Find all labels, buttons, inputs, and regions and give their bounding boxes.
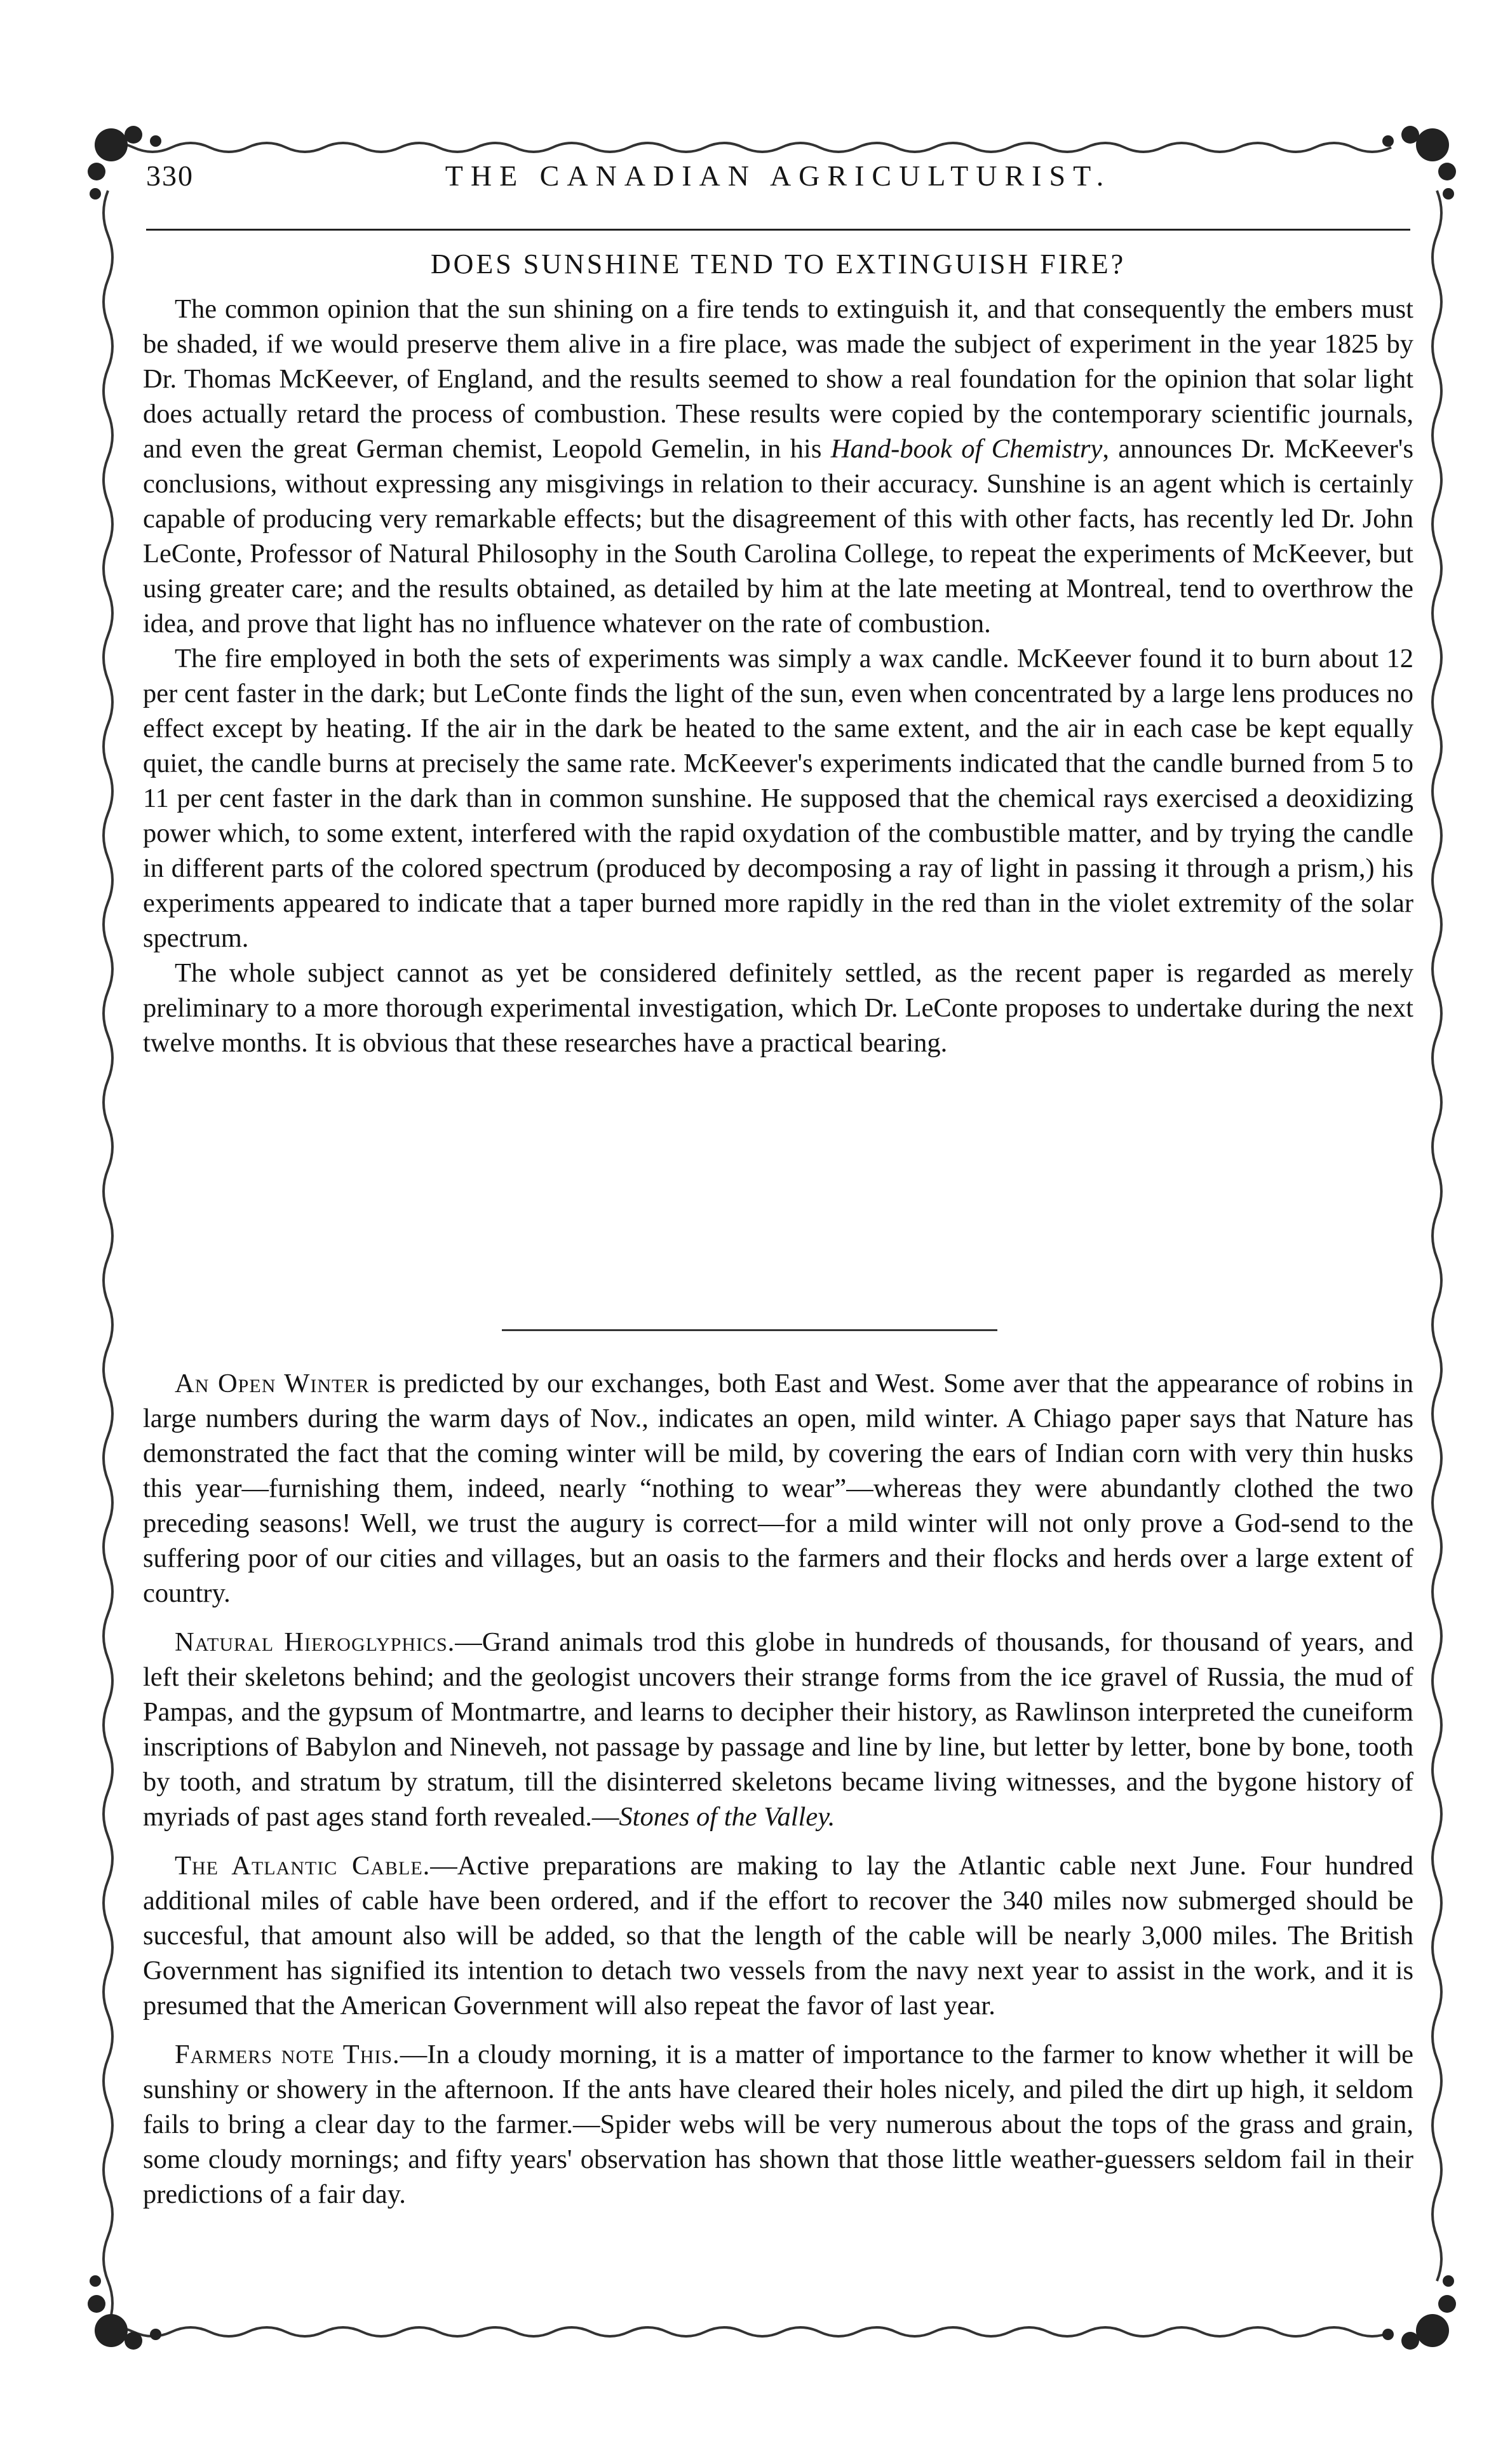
note-lead: The Atlantic Cable. (175, 1851, 431, 1881)
article-paragraph (143, 292, 1413, 641)
running-title: THE CANADIAN AGRICULTURIST. (445, 159, 1112, 192)
note-lead: Natural Hieroglyphics. (175, 1627, 455, 1657)
article-sunshine-fire (143, 248, 1413, 1060)
page-number: 330 (146, 159, 194, 192)
note-lead: Farmers note This. (175, 2040, 400, 2069)
right-ornament-rule (1432, 191, 1441, 2281)
bottom-ornament-rule (95, 2327, 1391, 2336)
article-paragraph: The fire employed in both the sets of experiments was simply a wax candle. McKeever found it to burn about 12 per cent faster in the dark; but LeConte finds the light of the sun, even when concentrated by a large lens produces no effect except by heating. If the air in the dark be heated to the same extent, and the air in each case be kept equally quiet, the candle burns at precisely the same rate. McKeever's experiments indicated that the candle burned from 5 to 11 per cent faster in the dark than in common sunshine. He supposed that the chemical rays exercised a deoxidizing power which, to some extent, interfered with the rapid oxydation of the combustible matter, and by trying the candle in different parts of the colored spectrum (produced by decomposing a ray of light in passing it through a prism,) his experiments appeared to indicate that a taper burned more rapidly in the red than in the violet extremity of the solar spectrum. (143, 644, 1413, 953)
left-ornament-rule (104, 191, 112, 2325)
note-body: —Active preparations are making to lay the Atlantic cable next June. Four hundred additional miles of cable have been ordered, and if the effort to recover the 340 miles now submerged should be succesful, that amount also will be added, so that the length of the cable will be nearly 3,000 miles. The British Government has signified its intention to detach two vessels from the navy next year to assist in the work, and it is presumed that the American Government will also repeat the favor of last year. (143, 1851, 1413, 2021)
header-rule (146, 229, 1410, 231)
article-paragraph: The whole subject cannot as yet be considered definitely settled, as the recent paper is regarded as merely preliminary to a more thorough experimental investigation, which Dr. LeConte proposes to undertake during the next twelve months. It is obvious that these researches have a practical bearing. (143, 958, 1413, 1058)
article-title: DOES SUNSHINE TEND TO EXTINGUISH FIRE? (430, 248, 1126, 280)
corner-ornament-bottom-right (1382, 2275, 1456, 2350)
note-natural-hieroglyphics (143, 1625, 1413, 1834)
note-open-winter (143, 1366, 1413, 1611)
note-lead: An Open Winter (175, 1369, 370, 1398)
top-ornament-rule (95, 143, 1391, 152)
paragraph-text: , announces Dr. McKeever's conclusions, without expressing any misgivings in relation to their accuracy. Sunshine is an agent which is certainly capable of producing very remarkable effects; but the disagreement of this with other facts, has recently led Dr. John LeConte, Professor of Natural Philosophy in the South Carolina College, to repeat the experiments of McKeever, but using greater care; and the results obtained, as detailed by him at the late meeting at Montreal, tend to overthrow the idea, and prove that light has no influence whatever on the rate of combustion. (143, 434, 1413, 639)
corner-ornament-bottom-left (88, 2275, 161, 2350)
note-body: —In a cloudy morning, it is a matter of importance to the farmer to know whether it will be sunshiny or showery in the afternoon. If the ants have cleared their holes nicely, and piled the dirt up high, it seldom fails to bring a clear day to the farmer.—Spider webs will be very numerous about the tops of the grass and grain, some cloudy mornings; and fifty years' observation has shown that those little weather-guessers seldom fail in their predictions of a fair day. (143, 2040, 1413, 2209)
section-separator (502, 1329, 997, 1331)
note-atlantic-cable (143, 1848, 1413, 2023)
page-header (146, 159, 1410, 210)
note-source: Stones of the Valley. (619, 1802, 835, 1832)
note-body: is predicted by our exchanges, both East and West. Some aver that the appearance of robins in large numbers during the warm days of Nov., indicates an open, mild winter. A Chiago paper says that Nature has demonstrated the fact that the coming winter will be mild, by covering the ears of Indian corn with very thin husks this year—furnishing them, indeed, nearly “nothing to wear”—whereas they were abundantly clothed the two preceding seasons! Well, we trust the augury is correct—for a mild winter will not only prove a God-send to the suffering poor of our cities and villages, but an oasis to the farmers and their flocks and herds over a large extent of country. (143, 1369, 1414, 1608)
note-body: —Grand animals trod this globe in hundreds of thousands, for thousand of years, and left their skeletons behind; and the geologist uncovers their strange forms from the ice gravel of Russia, the mud of Pampas, and the gypsum of Montmartre, and learns to decipher their history, as Rawlinson interpreted the cuneiform inscriptions of Babylon and Nineveh, not passage by passage and line by line, but letter by letter, bone by bone, tooth by tooth, and stratum by stratum, till the disinterred skeletons became living witnesses, and the bygone history of myriads of past ages stand forth revealed.— (143, 1627, 1413, 1832)
short-notes (143, 1366, 1413, 2226)
book-title: Hand-book of Chemistry (830, 434, 1103, 464)
note-farmers (143, 2037, 1413, 2212)
paragraph-text: The common opinion that the sun shining on a fire tends to extinguish it, and that consequently the embers must be shaded, if we would preserve them alive in a fire place, was made the subject of experiment in the year 1825 by Dr. Thomas McKeever, of England, and the results seemed to show a real foundation for the opinion that solar light does actually retard the process of combustion. These results were copied by the contemporary scientific journals, and even the great German chemist, Leopold Gemelin, in his (143, 294, 1413, 464)
